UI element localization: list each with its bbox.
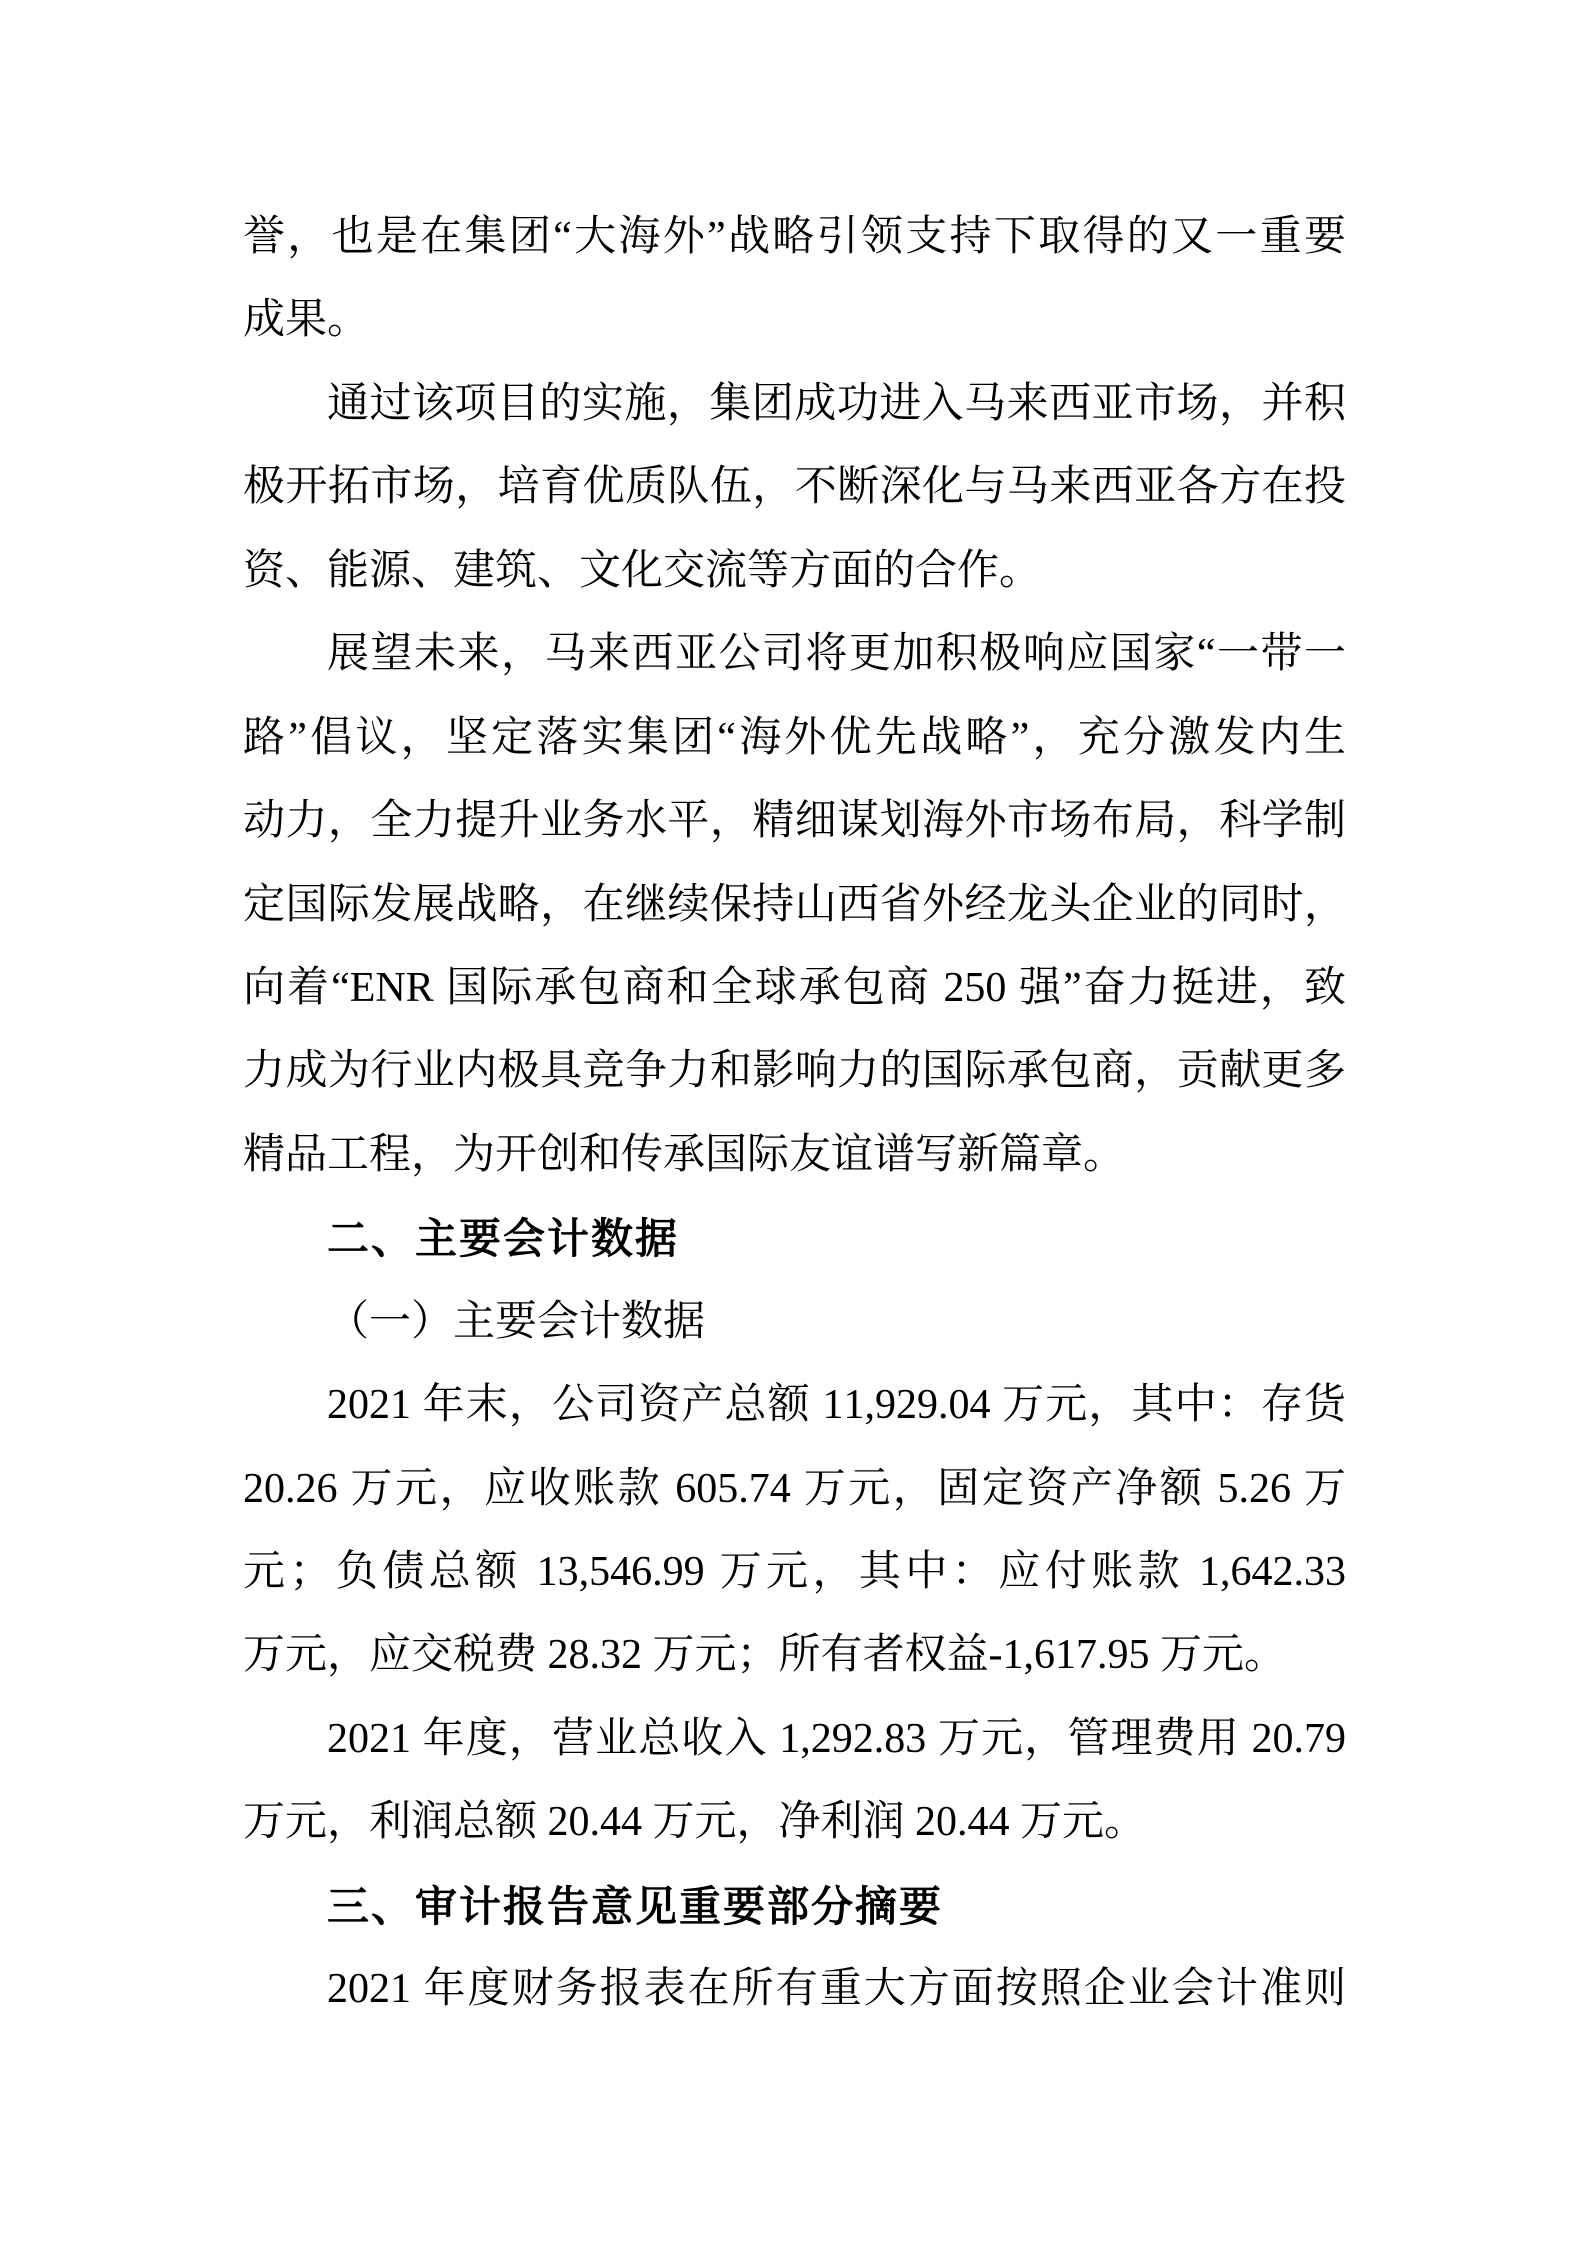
section-heading: 三、审计报告意见重要部分摘要 <box>327 1882 944 1930</box>
section-heading: 二、主要会计数据 <box>327 1215 680 1263</box>
text-line: （一）主要会计数据 <box>327 1298 706 1345</box>
text-line: 展望未来，马来西亚公司将更加积极响应国家“一带一 <box>327 631 1346 678</box>
text-line: 20.26 万元，应收账款 605.74 万元，固定资产净额 5.26 万 <box>243 1465 1346 1512</box>
text-line: 誉，也是在集团“大海外”战略引领支持下取得的又一重要 <box>243 214 1346 260</box>
text-line: 向着“ENR 国际承包商和全球承包商 250 强”奋力挺进，致 <box>243 964 1346 1011</box>
text-line: 通过该项目的实施，集团成功进入马来西亚市场，并积 <box>327 380 1346 427</box>
text-line: 万元，利润总额 20.44 万元，净利润 20.44 万元。 <box>243 1799 1147 1846</box>
text-line: 万元，应交税费 28.32 万元；所有者权益-1,617.95 万元。 <box>243 1632 1286 1679</box>
text-line: 2021 年末，公司资产总额 11,929.04 万元，其中：存货 <box>327 1382 1346 1429</box>
text-line: 成果。 <box>243 297 370 344</box>
text-line: 2021 年度，营业总收入 1,292.83 万元，管理费用 20.79 <box>327 1715 1346 1762</box>
text-line: 定国际发展战略，在继续保持山西省外经龙头企业的同时， <box>243 881 1346 928</box>
text-line: 极开拓市场，培育优质队伍，不断深化与马来西亚各方在投 <box>243 464 1346 511</box>
text-line: 力成为行业内极具竞争力和影响力的国际承包商，贡献更多 <box>243 1048 1346 1095</box>
text-line: 路”倡议，坚定落实集团“海外优先战略”，充分激发内生 <box>243 714 1346 761</box>
text-line: 精品工程，为开创和传承国际友谊谱写新篇章。 <box>243 1131 1126 1178</box>
text-line: 2021 年度财务报表在所有重大方面按照企业会计准则 <box>327 1966 1346 2013</box>
text-block <box>243 196 1346 2032</box>
text-line: 动力，全力提升业务水平，精细谋划海外市场布局，科学制 <box>243 798 1346 845</box>
text-line: 资、能源、建筑、文化交流等方面的合作。 <box>243 547 1042 594</box>
text-line: 元；负债总额 13,546.99 万元，其中：应付账款 1,642.33 <box>243 1549 1346 1595</box>
